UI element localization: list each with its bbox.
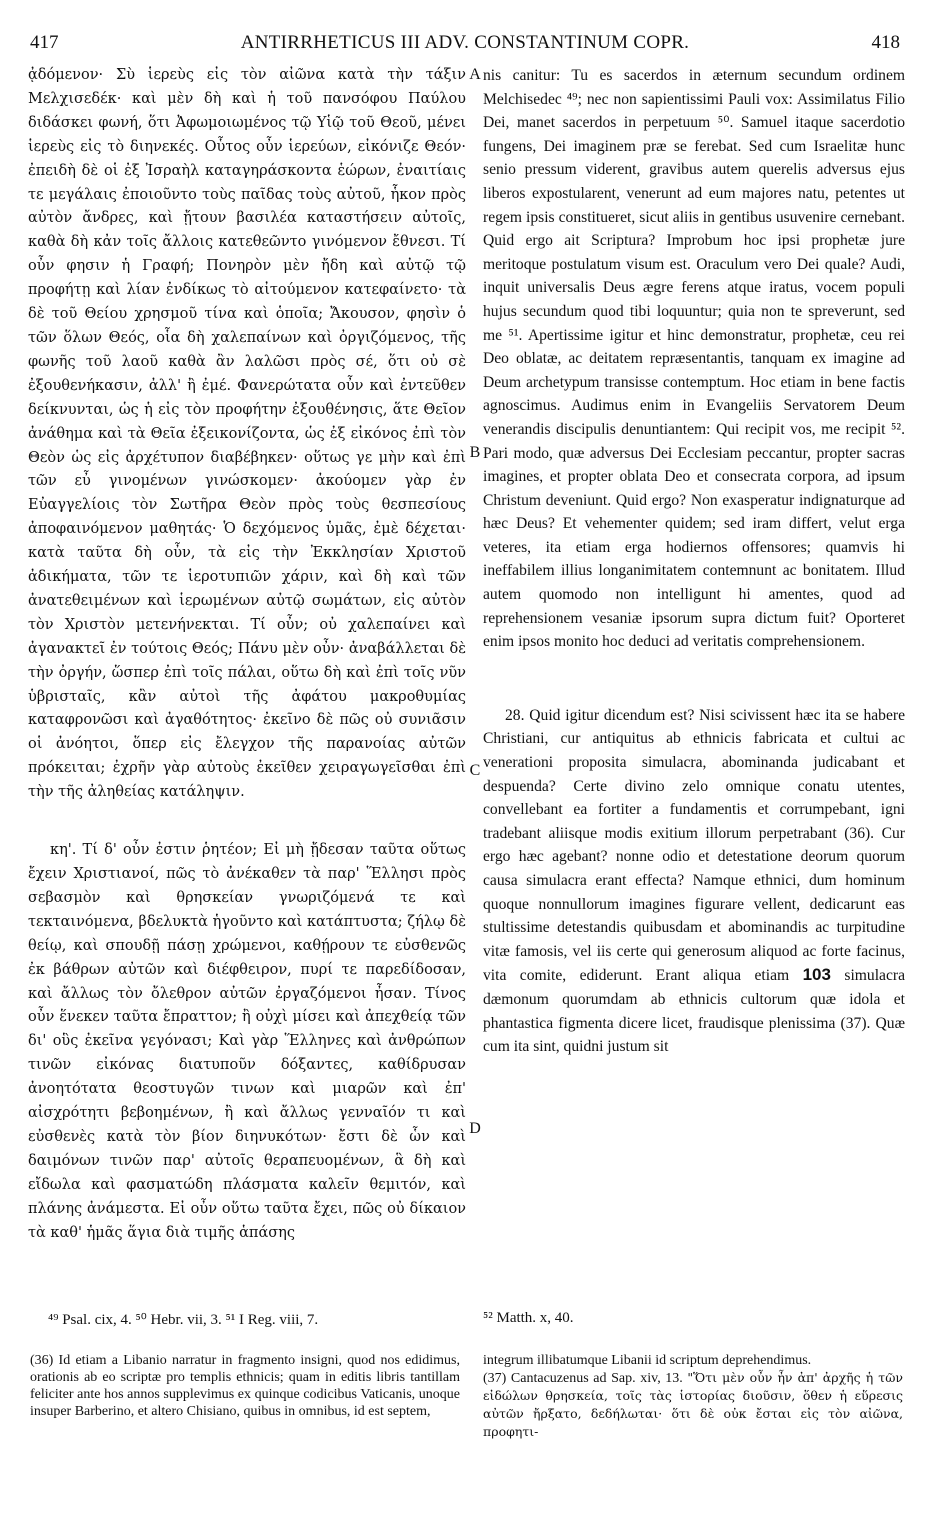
margin-letter-a: A — [469, 66, 481, 83]
margin-letter-d: D — [469, 1120, 481, 1137]
scripture-footnotes-left: ⁴⁹ Psal. cix, 4. ⁵⁰ Hebr. vii, 3. ⁵¹ I Reg. viii, 7. — [48, 1312, 319, 1328]
running-title: ANTIRRHETICUS III ADV. CONSTANTINUM COPR. — [240, 32, 690, 53]
latin-column — [483, 64, 905, 1059]
editor-notes-left — [30, 1352, 460, 1420]
page-number-right: 418 — [871, 32, 900, 53]
patrologia-column-marker: 103 — [802, 965, 831, 985]
margin-letter-c: C — [469, 762, 481, 779]
latin-paragraph-2-part-1: 28. Quid igitur dicendum est? Nisi scivissent hæc ita se habere Christiani, cur antiquitus ab ethnicis fabricata et cultui ac venerationi proposita simulacra, abominanda judicabant et despuenda? Certe divino zelo omnique conatu utentes, convellebant ea fortiter a fundamentis et corrumpebant, igni tradebant aliisque modis exitium illorum perpetrabant (36). Cur ergo hæc agebant? nonne odio et detestatione deorum quorum causa simulacra erant effecta? Namque ethnici, dum hominum quoque nonnullorum imagines figurare vellent, dedicarunt eas stultissime detestandis quibusdam et abominandis ac turpitudine vitæ famosis, vel iis certe qui generosum aliquod ac forte facinus, vita comite, ediderunt. Erant aliqua etiam — [483, 706, 905, 985]
latin-paragraph-1: nis canitur: Tu es sacerdos in æternum secundum ordinem Melchisedec ⁴⁹; nec non sapientissimi Pauli vox: Assimilatus Filio Dei, manet sacerdos in perpetuum ⁵⁰. Samuel itaque sacerdotio fungens, Dei imaginem præ se ferebat. Sed cum Israelitæ hunc senio pressum viderent, gravibus autem querelis adversus ejus liberos expostularent, venerunt ad eum majores natu, petentes ut regem ipsis constitueret, sicut aliis in gentibus usuvenire cernebant. Quid ergo ait Scriptura? Improbum hoc ipsi prophetæ jure meritoque postulatum visum est. Oraculum vero Dei quale? Audi, inquit universalis Deus ægre ferens atque iratus, vocem populi hujus secundum quod tibi loquuntur; quia non te spreverunt, sed me ⁵¹. Apertissime igitur et hinc demonstratur, prophetæ, ceu rei Deo oblatæ, ac deitatem repræsentantis, tanquam ex imagine ad Deum archetypum transisse contemptum. Hoc etiam in bene factis agnoscimus. Audimus enim in Evangeliis Servatorem Deum venerandis discipulis denuntiantem: Qui recipit vos, me recipit ⁵². Pari modo, quæ adversus Dei Ecclesiam peccantur, propter sacras imagines, et propter oblata Deo et consecrata corpora, ad ipsum Christum deveniunt. Quid ergo? Non exasperatur indignaturque ad hæc Deus? Et vehementer quidem; sed iram differt, velut erga veteres, ita etiam erga hodiernos offensores; quamvis hi ineffabilem illius longanimitatem contemnunt ac bonitatem. Illud autem quomodo non intelligunt hi amentes, quod ad reprehensionem vesaniæ ipsorum supra dictum fuit? Oporteret enim ipsos monito hoc deduci ad veritatis comprehensionem. — [483, 67, 905, 651]
running-head — [30, 32, 900, 60]
latin-paragraph-2-part-2: simulacra dæmonum quorumdam ab ethnicis cultorum quæ idola et phantastica figmenta dicere licet, fraudisque plenissima (37). Quæ cum ita sint, quidni justum sit — [483, 967, 906, 1056]
scripture-footnotes-right: ⁵² Matth. x, 40. — [483, 1310, 574, 1326]
latin-paragraph-2 — [483, 704, 905, 1059]
greek-paragraph-1: ᾀδόμενον· Σὺ ἱερεὺς εἰς τὸν αἰῶνα κατὰ τὴν τάξιν Μελχισεδέκ· καὶ μὲν δὴ καὶ ἡ τοῦ πανσόφου Παύλου διδάσκει φωνή, ὅτι Ἀφωμοιωμένος τῷ Υἱῷ τοῦ Θεοῦ, μένει ἱερεὺς εἰς τὸ διηνεκές. Οὗτος οὖν ἱερεύων, εἰκόνιζε Θεόν· ἐπειδὴ δὲ οἱ ἐξ Ἰσραὴλ καταγηράσκοντα ἑώρων, ἐναιτίαις τε μεγάλαις ἐποιοῦντο τοὺς παῖδας τοὺς αὐτοῦ, ἧκον πρὸς αὐτὸν ἄνδρες, καὶ ᾔτουν βασιλέα καταστήσειν αὐτοῖς, καθὰ δὴ κἀν τοῖς ἄλλοις κατεθεῶντο γινόμενον ἔθνεσι. Τί οὖν φησιν ἡ Γραφή; Πονηρὸν μὲν ἤδη καὶ αὐτῷ τῷ προφήτῃ καὶ λίαν ἐνδίκως τὸ αἰτούμενον κατεφαίνετο· τὰ δὲ τοῦ Θείου χρησμοῦ τίνα καὶ ὁποῖα; Ἄκουσον, φησὶν ὁ τῶν ὅλων Θεός, οἷα δὴ χαλεπαίνων καὶ ὀργιζόμενος, τῆς φωνῆς τοῦ λαοῦ καθὰ ἂν λαλῶσι πρὸς σέ, ὅτι οὐ σὲ ἐξουθενήκασιν, ἀλλ' ἢ ἐμέ. Φανερώτατα οὖν καὶ ἐντεῦθεν δείκνυνται, ὡς ἡ εἰς τὸν προφήτην ἐξουθένησις, ἅτε Θεῖον ἀνάθημα καὶ τὰ Θεῖα ἐξεικονίζοντα, ὡς ἐξ εἰκόνος ἐπὶ τὸν Θεὸν ὡς εἰς ἀρχέτυπον διαβέβηκεν· οὕτως γε μὴν καὶ ἐπὶ τῶν εὖ γινομένων γινώσκομεν· ἀκούομεν γὰρ ἐν Εὐαγγελίοις τὸν Σωτῆρα Θεὸν πρὸς τοὺς θεσπεσίους ἀποφαινόμενον μαθητάς· Ὁ δεχόμενος ὑμᾶς, ἐμὲ δέχεται· κατὰ ταῦτα δὴ οὖν, τὰ εἰς τὴν Ἐκκλησίαν Χριστοῦ ἀδικήματα, τῶν τε ἱεροτυπιῶν χάριν, καὶ δὴ καὶ τῶν ἀνατεθειμένων καὶ ἱερωμένων αὐτῷ σωμάτων, εἰς αὐτὸν τὸν Χριστὸν μετενήνεκται. Τί οὖν; οὐ χαλεπαίνει καὶ ἀγανακτεῖ ἐν τούτοις Θεός; Πάνυ μὲν οὖν· ἀναβάλλεται δὲ τὴν ὀργήν, ὥσπερ ἐπὶ τοῖς πάλαι, οὕτω δὴ καὶ ἐπὶ τοῖς νῦν ὑβρισταῖς, κἂν αὐτοὶ τῆς ἀφάτου μακροθυμίας καταφρονῶσι καὶ ἀγαθότητος· ἐκεῖνο δὲ πῶς οὐ συνιᾶσιν οἱ ἀνόητοι, ὅπερ εἰς ἔλεγχον τῆς παρανοίας αὐτῶν πρόκειται; ἐχρῆν γὰρ αὐτοὺς ἐκεῖθεν χειραγωγεῖσθαι ἐπὶ τὴν τῆς ἀληθείας κατάληψιν. — [28, 67, 466, 801]
page-number-left: 417 — [30, 32, 59, 53]
note-37-latin: (37) Cantacuzenus ad Sap. xiv, 13. — [483, 1371, 683, 1386]
note-36: (36) Id etiam a Libanio narratur in fragmento insigni, quod nos edidimus, orationis ab eo scriptæ pro templis ethnicis; quam in editis libris tantillam feliciter ante hos annos supplevimus ex quinque codicibus Vaticanis, unoque insuper Barberino, et altero Chisiano, quibus in omnibus, id est septem, — [30, 1353, 460, 1419]
note-37 — [483, 1369, 903, 1441]
note-36-continuation: integrum illibatumque Libanii id scriptum deprehendimus. — [483, 1353, 812, 1368]
greek-paragraph-2: κη'. Τί δ' οὖν ἐστιν ῥητέον; Εἰ μὴ ᾔδεσαν ταῦτα οὕτως ἔχειν Χριστιανοί, πῶς τὸ ἀνέκαθεν τὰ παρ' Ἕλλησι πρὸς σεβασμὸν καὶ θρησκείαν γνωριζόμενά τε καὶ τεκταινόμενα, βδελυκτὰ ἡγοῦντο καὶ κατάπτυστα; ζήλῳ δὲ θείῳ, καὶ σπουδῇ πάσῃ χρώμενοι, καθῄρουν τε εὐσθενῶς ἐκ βάθρων αὐτῶν καὶ διέφθειρον, πυρί τε παρεδίδοσαν, καὶ ἄλλως τὸν ὄλεθρον αὐτῶν ἐργαζόμενοι ἦσαν. Τίνος οὖν ἕνεκεν ταῦτα ἔπραττον; ἢ οὐχὶ μίσει καὶ ἀπεχθείᾳ τῶν δι' οὓς ἐκεῖνα γεγόνασι; Καὶ γὰρ Ἕλληνες καὶ ἀνθρώπων τινῶν εἰκόνας διατυποῦν δόξαντες, καθίδρυσαν ἀνοητότατα θεοστυγῶν τινων καὶ μιαρῶν καὶ ἐπ' αἰσχρότητι βεβοημένων, ἢ καὶ ἄλλως γενναῖόν τι καὶ εὐσθενὲς κατὰ τὸν βίον διηνυκότων· ἔστι δὲ ὧν καὶ δαιμόνων τινῶν παρ' αὐτοῖς θεραπευομένων, ἃ δὴ καὶ εἴδωλα καὶ φασματώδη πλάσματα καλεῖν θεμιτόν, καὶ πλάνης ἀνάμεστα. Εἰ οὖν οὕτω ταῦτα ἔχει, πῶς οὐ δίκαιον τὰ καθ' ἡμᾶς ἅγια διὰ τιμῆς ἁπάσης — [28, 842, 466, 1241]
note-37-greek: "Ὅτι μὲν οὖν ἦν ἀπ' ἀρχῆς ἡ τῶν εἰδώλων θρησκεία, τοῖς τὰς ἱστορίας διοῦσιν, ὅθεν ἡ εὕρεσις αὐτῶν ἤρξατο, δεδήλωται· ὅτι δὲ οὐκ ἔσται εἰς τὸν αἰῶνα, προφητι- — [483, 1370, 903, 1439]
margin-letter-b: B — [469, 444, 481, 461]
greek-column — [28, 64, 466, 1246]
editor-notes-right — [483, 1352, 903, 1441]
